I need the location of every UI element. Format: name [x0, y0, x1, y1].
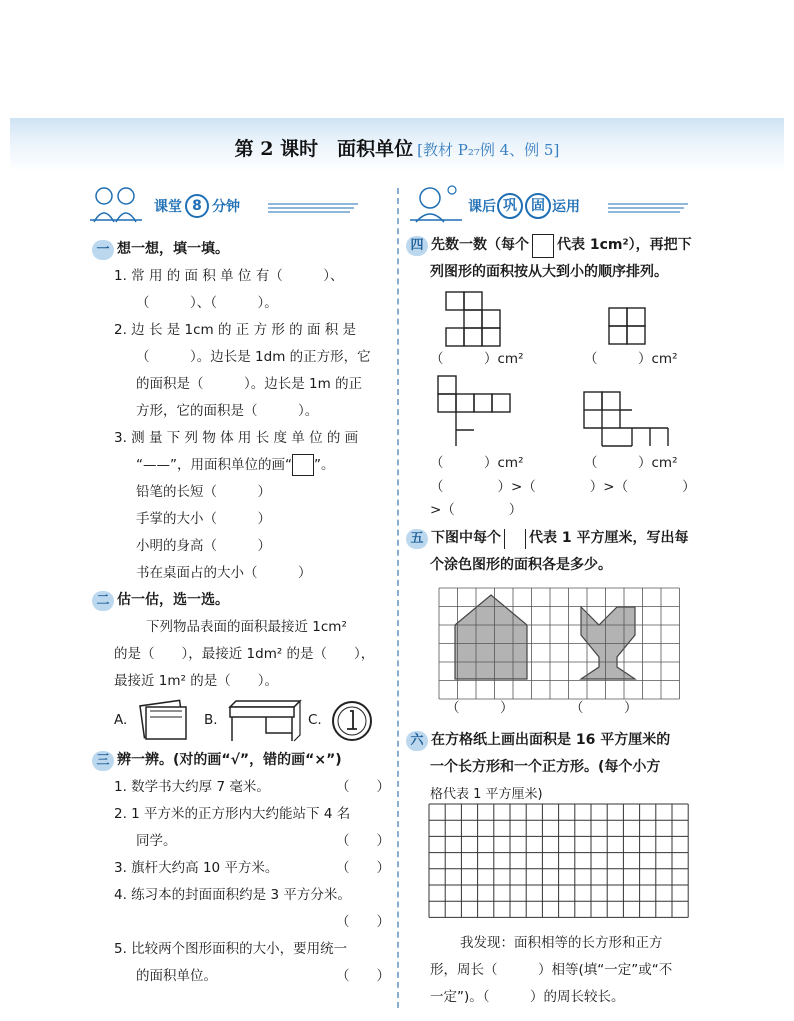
- s3-q2-answer-blank[interactable]: （ ）: [336, 833, 390, 849]
- s1-item-3: 小明的身高（ ）: [136, 538, 271, 554]
- s3-q5-line2: [92, 963, 390, 990]
- kids-icon: [88, 184, 144, 224]
- section-5: [406, 525, 706, 579]
- s3-q5-line1: 5. 比较两个图形面积的大小，要用统一: [114, 941, 348, 957]
- s6-line3: 格代表 1 平方厘米): [430, 787, 543, 802]
- s6-finding-line3[interactable]: 一定”)。（ ）的周长较长。: [430, 989, 625, 1005]
- section-3-title: 辨一辨。(对的画“√”，错的画“×”): [117, 752, 342, 768]
- shaded-shapes-grid: [437, 587, 685, 697]
- column-divider: [397, 188, 399, 1008]
- s4-order-line2[interactable]: >（ ）: [430, 502, 523, 518]
- s3-q4-answer-blank[interactable]: （ ）: [336, 914, 390, 930]
- s2-line1: 下列物品表面的面积最接近 1cm²: [146, 619, 347, 635]
- s1-q2-line2: （ ）。边长是 1dm 的正方形，它: [136, 349, 371, 365]
- badge-label-apply: 运用: [552, 199, 580, 215]
- s1-q3-text-b: ”。: [313, 457, 335, 473]
- s4-order-line1[interactable]: （ ）>（ ）>（ ）: [430, 479, 696, 495]
- s4-line2: 列图形的面积按从大到小的顺序排列。: [430, 264, 668, 280]
- shape-4: [582, 390, 672, 448]
- s3-q2-line1: 2. 1 平方米的正方形内大约能站下 4 名: [114, 806, 351, 822]
- s1-q2-line3: 的面积是（ ）。边长是 1m 的正: [136, 376, 363, 392]
- desk-icon: [226, 699, 302, 743]
- section-1-number: 一: [92, 240, 114, 260]
- s1-q1-line2: （ ）、（ ）。: [136, 295, 278, 311]
- s4-blank-4[interactable]: （ ）cm²: [584, 455, 678, 471]
- shape-2: [607, 306, 647, 346]
- unit-square-icon: [532, 234, 554, 258]
- s4-blank-2[interactable]: （ ）cm²: [584, 351, 678, 367]
- s3-q3-text: 3. 旗杆大约高 10 平方米。: [114, 860, 279, 876]
- left-column: [92, 236, 390, 990]
- s1-q3-line1: 3. 测 量 下 列 物 体 用 长 度 单 位 的 画: [114, 430, 359, 446]
- section-5-heading: [406, 525, 706, 552]
- badge-minutes-number: 8: [185, 194, 209, 218]
- lesson-title: 第 2 课时 面积单位: [234, 138, 414, 160]
- badge-label-classroom: 课堂: [154, 199, 182, 215]
- s2-line3: 最接近 1m² 的是（ ）。: [114, 673, 278, 689]
- section-5-number: 五: [406, 529, 428, 549]
- badge-stripes-right: [608, 202, 688, 216]
- s3-q5-text: 的面积单位。: [136, 968, 217, 984]
- s5-line2: 个涂色图形的面积各是多少。: [430, 557, 612, 573]
- section-6-heading: [406, 727, 706, 754]
- option-b-label: B.: [204, 712, 218, 728]
- s3-q1-answer-blank[interactable]: （ ）: [336, 779, 390, 795]
- s3-q3-answer-blank[interactable]: （ ）: [336, 860, 390, 876]
- textbook-reference: [教材 P₂₇例 4、例 5]: [417, 141, 560, 159]
- section-6-number: 六: [406, 731, 428, 751]
- s5-text-b: 代表 1 平方厘米，写出每: [529, 530, 689, 546]
- s1-q2-line4: 方形，它的面积是（ ）。: [136, 403, 319, 419]
- girl-icon: [408, 184, 464, 224]
- s3-q4: 4. 练习本的封面面积约是 3 平方分米。: [114, 887, 351, 903]
- s1-item-2: 手掌的大小（ ）: [136, 511, 271, 527]
- section-4-heading: [406, 232, 706, 259]
- s3-q5-answer-blank[interactable]: （ ）: [336, 968, 390, 984]
- section-2-heading: [92, 587, 390, 614]
- shape-1: [444, 290, 524, 350]
- badge-label-after-class: 课后: [468, 199, 496, 215]
- section-1-heading: [92, 236, 390, 263]
- drawing-grid-paper[interactable]: [428, 803, 690, 927]
- s6-line2: 一个长方形和一个正方形。(每个小方: [430, 759, 661, 775]
- option-c-label: C.: [308, 712, 322, 728]
- s1-q2-line1: 2. 边 长 是 1cm 的 正 方 形 的 面 积 是: [114, 322, 357, 338]
- s6-finding-line2[interactable]: 形，周长（ ）相等(填“一定”或“不: [430, 962, 673, 978]
- right-column: [406, 232, 706, 286]
- unit-grid-cell-icon: [504, 529, 526, 549]
- badge-stripes: [268, 202, 358, 216]
- section-6: [406, 727, 706, 808]
- section-2-number: 二: [92, 591, 114, 611]
- classroom-badge: [88, 184, 388, 224]
- shape-3: [436, 374, 512, 448]
- s3-q1: [92, 774, 390, 801]
- section-2-title: 估一估，选一选。: [117, 592, 229, 608]
- s3-q3: [92, 855, 390, 882]
- s5-text-a: 下图中每个: [431, 530, 501, 546]
- option-a-label: A.: [114, 712, 128, 728]
- s4-blank-1[interactable]: （ ）cm²: [430, 351, 524, 367]
- square-unit-icon: [292, 454, 314, 476]
- s1-item-1: 铅笔的长短（ ）: [136, 484, 271, 500]
- book-stack-icon: [138, 697, 190, 743]
- s1-q1-line1: 1. 常 用 的 面 积 单 位 有（ ）、: [114, 268, 344, 284]
- s1-item-4: 书在桌面占的大小（ ）: [136, 565, 312, 581]
- section-4-number: 四: [406, 236, 428, 256]
- s2-line2: 的是（ ），最接近 1dm² 的是（ ），: [114, 646, 375, 662]
- s3-q2-text: 同学。: [136, 833, 177, 849]
- badge-label-minutes: 分钟: [212, 199, 240, 215]
- after-class-badge: [408, 184, 708, 224]
- section-3-heading: [92, 747, 390, 774]
- section-1-title: 想一想，填一填。: [117, 241, 229, 257]
- s5-blank-1[interactable]: （ ）: [446, 700, 514, 716]
- s4-text-b: 代表 1cm²），再把下: [557, 237, 692, 253]
- s3-q4-answer-row: [92, 909, 390, 936]
- badge-char-gong: 巩: [497, 193, 523, 219]
- s6-line1: 在方格纸上画出面积是 16 平方厘米的: [431, 732, 671, 748]
- s4-text-a: 先数一数（每个: [431, 237, 529, 253]
- s3-q1-text: 1. 数学书大约厚 7 毫米。: [114, 779, 270, 795]
- coin-icon: [330, 699, 374, 743]
- s1-q3-text-a: “——”，用面积单位的画“: [136, 457, 292, 473]
- s2-options: [92, 695, 390, 747]
- s4-blank-3[interactable]: （ ）cm²: [430, 455, 524, 471]
- s3-q2-line2: [92, 828, 390, 855]
- page-title: [0, 134, 794, 161]
- s1-q3-line2: [92, 452, 390, 479]
- badge-char-gu: 固: [525, 193, 551, 219]
- s6-findings: [430, 930, 706, 1011]
- section-3-number: 三: [92, 751, 114, 771]
- s6-finding-line1: 我发现：面积相等的长方形和正方: [460, 935, 663, 951]
- s5-blank-2[interactable]: （ ）: [570, 700, 638, 716]
